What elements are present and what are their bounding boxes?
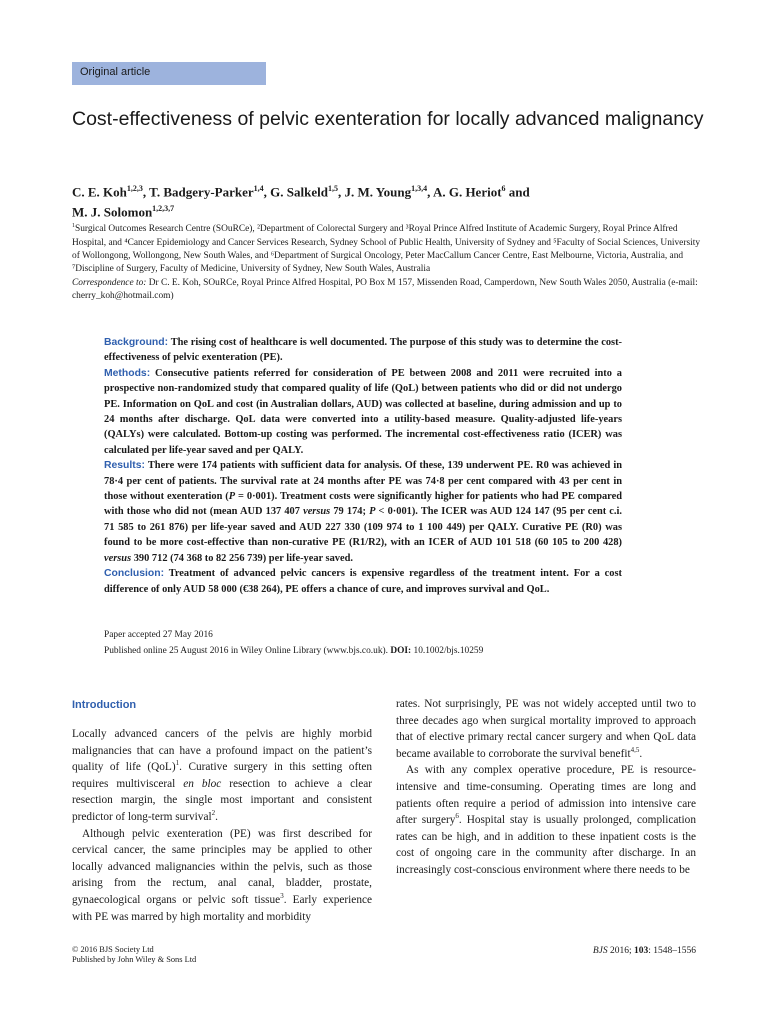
author-name: C. E. Koh bbox=[72, 184, 127, 200]
abstract-conclusion: Conclusion: Treatment of advanced pelvic cancers is expensive regardless of the treatment intent. For a cost difference of only AUD 58 000 (€38 264), PE offers a chance of cure, and improves survival and QoL. bbox=[104, 568, 622, 595]
publication-info bbox=[104, 628, 624, 659]
citation-ref[interactable]: 6 bbox=[455, 812, 459, 821]
author-affiliation-marker: 1,5 bbox=[327, 184, 338, 193]
body-paragraph: Although pelvic exenteration (PE) was first described for cervical cancer, the same principles may be applied to other locally advanced malignancies within the pelvis, such as those arising from the rectum, anal canal, bladder, prostate, gynaecological organs or pelvic soft tissue$^3$. Early experience with PE was marred by high mortality and morbidity bbox=[72, 827, 372, 923]
copyright-text: © 2016 BJS Society Ltd bbox=[72, 945, 154, 954]
abstract-methods: Methods: Consecutive patients referred for consideration of PE between 2008 and 2011 were recruited into a prospective non-randomized study that compared quality of life (QoL) between patients who did or did not undergo PE. Information on QoL and cost (in Australian dollars, AUD) was collected at baseline, during admission and up to 24 months after discharge. QoL data were converted into a utility-based measure. Quality-adjusted life-years (QALYs) were calculated. Bottom-up costing was performed. The incremental cost-effectiveness ratio (ICER) was calculated per life-year saved and per QALY. bbox=[104, 367, 622, 456]
journal-volume: 103 bbox=[633, 946, 649, 956]
citation-ref[interactable]: 2 bbox=[211, 809, 216, 818]
author-affiliation-marker: 1,2,3 bbox=[126, 184, 143, 193]
doi-link[interactable]: 10.1002/bjs.10259 bbox=[411, 645, 484, 656]
doi-label: DOI: bbox=[390, 645, 412, 656]
journal-pages: : 1548–1556 bbox=[648, 946, 696, 956]
author-name: A. G. Heriot bbox=[432, 184, 502, 200]
article-type-badge bbox=[72, 62, 266, 85]
footer-copyright bbox=[72, 945, 196, 965]
citation-ref[interactable]: 4,5 bbox=[630, 746, 640, 755]
abstract-results-heading: Results: bbox=[104, 460, 145, 472]
author-list: C. E. Koh$^{1,2,3}$, T. Badgery-Parker$^{1,4}$, G. Salkeld$^{1,5}$, J. M. Young$^{1,3,4}$, A. G. Heriot$^6$ and M. J. Solomon$^{1,2,3,7}$ bbox=[72, 184, 530, 220]
citation-ref[interactable]: 3 bbox=[280, 892, 284, 901]
author-name: T. Badgery-Parker bbox=[149, 184, 254, 200]
affiliation-text: Surgical Outcomes Research Centre (SOuRCe), ²Department of Colorectal Surgery and ³Royal Prince Alfred Institute of Academic Surgery, Royal Prince Alfred Hospital, and ⁴Cancer Epidemiology and Cancer Services Research, Sydney School of Public Health, University of Sydney and ⁵Faculty of Social Sciences, University of Wollongong, Wollongong, New South Wales, and ⁶Department of Surgical Oncology, Peter MacCallum Cancer Centre, East Melbourne, Victoria, Australia, and ⁷Discipline of Surgery, Faculty of Medicine, University of Sydney, New South Wales, Australia bbox=[72, 224, 701, 275]
author-affiliation-marker: 6 bbox=[501, 184, 506, 193]
abstract bbox=[104, 335, 622, 597]
accepted-date: Paper accepted 27 May 2016 bbox=[104, 630, 213, 640]
abstract-conclusion-heading: Conclusion: bbox=[104, 568, 165, 580]
journal-name: BJS bbox=[592, 946, 608, 956]
affiliations: $^1$Surgical Outcomes Research Centre (SOuRCe), ²Department of Colorectal Surgery and ³Royal Prince Alfred Institute of Academic Surgery, Royal Prince Alfred Hospital, and ⁴Cancer Epidemiology and Cancer Services Research, Sydney School of Public Health, University of Sydney and ⁵Faculty of Social Sciences, University of Wollongong, Wollongong, New South Wales, and ⁶Department of Surgical Oncology, Peter MacCallum Cancer Centre, East Melbourne, Victoria, Australia, and ⁷Discipline of Surgery, Faculty of Medicine, University of Sydney, New South Wales, Australia Correspondence to: Dr C. E. Koh, SOuRCe, Royal Prince Alfred Hospital, PO Box M 157, Missenden Road, Camperdown, New South Wales 2050, Australia (e-mail: cherry_koh@hotmail.com) bbox=[72, 223, 701, 302]
author-affiliation-marker: 1,4 bbox=[253, 184, 264, 193]
published-online: Published online 25 August 2016 in Wiley Online Library (www.bjs.co.uk). DOI: 10.1002/bjs.10259 bbox=[104, 645, 484, 656]
correspondence-label: Correspondence to: bbox=[72, 277, 147, 288]
body-paragraph: rates. Not surprisingly, PE was not widely accepted until two to three decades ago when surgical mortality improved to approach that of elective primary rectal cancer surgery and when QoL data became available to corroborate the survival benefit$^{4,5}$. bbox=[396, 698, 696, 760]
abstract-background-heading: Background: bbox=[104, 337, 169, 348]
publisher-text: Published by John Wiley & Sons Ltd bbox=[72, 955, 197, 964]
author-name: J. M. Young bbox=[344, 184, 412, 200]
article-title: Cost-effectiveness of pelvic exenteration for locally advanced malignancy bbox=[72, 108, 704, 130]
abstract-results: Results: There were 174 patients with sufficient data for analysis. Of these, 139 underwent PE. R0 was achieved in 78·4 per cent of patients. The survival rate at 24 months after PE was 74·8 per cent compared with 43 per cent in those without exenteration (P = 0·001). Treatment costs were significantly higher for patients who had PE compared with those who did not (mean AUD 137 407 versus 79 174; P < 0·001). The ICER was AUD 124 147 (95 per cent c.i. 71 585 to 261 876) per life-year saved and AUD 227 330 (109 974 to 1 100 449) per QALY. Curative PE (R0) was found to be more cost-effective than non-curative PE (R1/R2), with an ICER of AUD 101 518 (60 105 to 200 428) versus 390 712 (74 368 to 82 256 739) per life-year saved. bbox=[104, 460, 623, 564]
footer-citation: BJS 2016; 103: 1548–1556 bbox=[592, 946, 696, 956]
abstract-methods-heading: Methods: bbox=[104, 367, 151, 379]
introduction-heading: Introduction bbox=[72, 699, 137, 711]
author-affiliation-marker: 1,2,3,7 bbox=[152, 204, 175, 214]
body-paragraph: Locally advanced cancers of the pelvis are highly morbid malignancies that can have a profound impact on the patient’s quality of life (QoL)$^1$. Curative surgery in this setting often requires multivisceral en bloc resection to achieve a clear resection margin, the single most important and consistent predictor of long-term survival$^2$. bbox=[72, 728, 373, 823]
citation-ref[interactable]: 1 bbox=[175, 759, 180, 768]
body-column-right bbox=[396, 696, 696, 879]
author-affiliation-marker: 1,3,4 bbox=[411, 184, 428, 193]
body-paragraph: As with any complex operative procedure, PE is resource-intensive and time-consuming. Operating times are long and patients often require a period of admission into intensive care after surgery$^6$. Hospital stay is usually prolonged, complication rates can be high, and in addition to these inpatient costs is the cost of ongoing care in the community after discharge. In an increasingly cost-conscious environment where there needs to be bbox=[396, 764, 696, 876]
correspondence-text: Dr C. E. Koh, SOuRCe, Royal Prince Alfred Hospital, PO Box M 157, Missenden Road, Camperdown, New South Wales 2050, Australia (e-mail: cherry_koh@hotmail.com) bbox=[72, 277, 698, 302]
author-name: G. Salkeld bbox=[270, 184, 328, 200]
abstract-background: Background: The rising cost of healthcare is well documented. The purpose of this study was to determine the cost-effectiveness of pelvic exenteration (PE). bbox=[104, 337, 622, 364]
author-name: M. J. Solomon bbox=[72, 204, 153, 220]
body-column-left bbox=[72, 726, 372, 925]
article-type-label: Original article bbox=[80, 66, 151, 78]
